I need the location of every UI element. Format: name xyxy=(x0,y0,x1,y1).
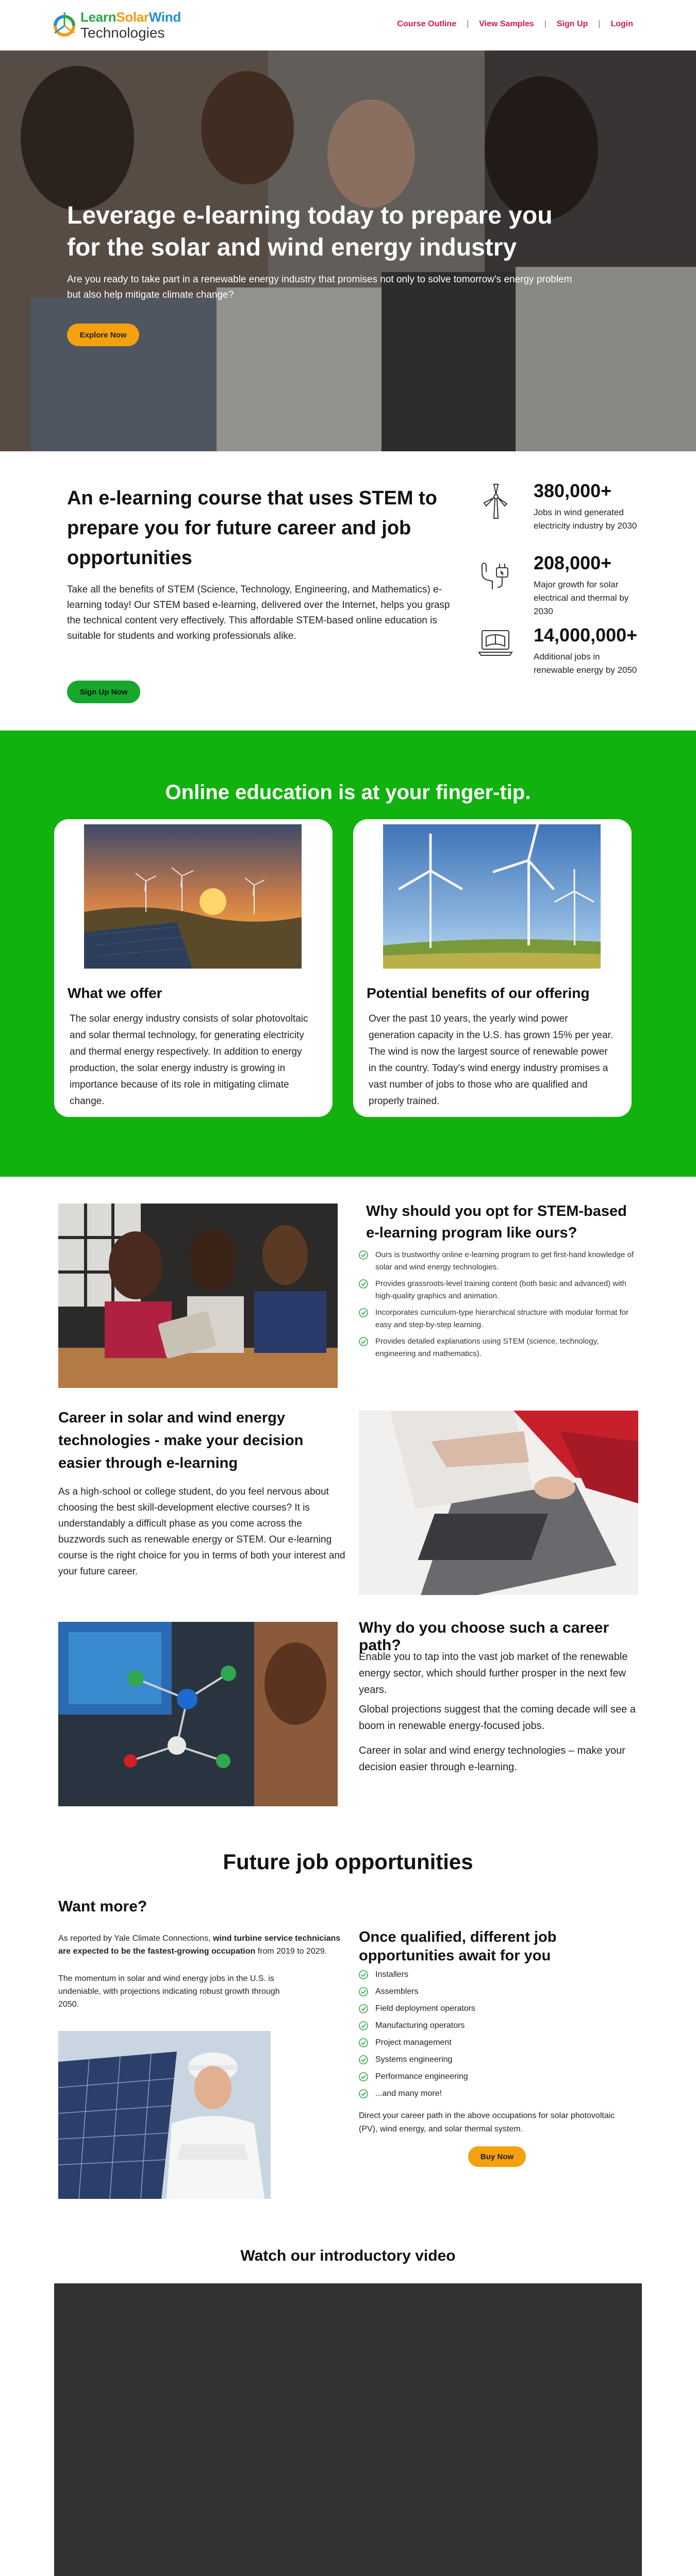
nav-separator: | xyxy=(598,20,601,28)
list-item xyxy=(359,2071,475,2082)
logo-subtitle: Technologies xyxy=(80,25,165,41)
stat-value: 14,000,000+ xyxy=(534,624,638,646)
logo-learn: Learn xyxy=(80,9,117,25)
want-more-paragraph: The momentum in solar and wind energy jobs in the U.S. is undeniable, with projections indicating robust growth through 2050. xyxy=(58,1974,280,2009)
check-circle-icon xyxy=(359,2089,368,2098)
list-item-text: Installers xyxy=(375,1970,409,1979)
card-title: Potential benefits of our offering xyxy=(367,985,590,1001)
why-career-paragraph: Global projections suggest that the coming decade will see a boom in renewable energy-focused jobs. xyxy=(359,1704,636,1732)
check-circle-icon xyxy=(359,2004,368,2013)
list-item-text: Provides grassroots-level training content (both basic and advanced) with high-quality graphics and animation. xyxy=(375,1279,626,1300)
stat-value: 380,000+ xyxy=(534,480,612,501)
engineer-solar-panels-image xyxy=(58,2031,271,2199)
logo-mark-icon xyxy=(52,10,77,39)
list-item xyxy=(359,2037,475,2048)
sign-up-now-button[interactable]: Sign Up Now xyxy=(67,681,140,703)
site-header xyxy=(0,0,696,50)
career-title: Career in solar and wind energy technologies - make your decision easier through e-learning xyxy=(58,1410,304,1471)
list-item-text: ...and many more! xyxy=(375,2089,442,2098)
list-item xyxy=(359,1986,475,1997)
list-item-text: Field deployment operators xyxy=(375,2004,475,2013)
online-education-section xyxy=(0,731,696,1177)
buy-now-button[interactable]: Buy Now xyxy=(468,2146,526,2167)
report-text: from 2019 to 2029. xyxy=(255,1947,327,1956)
future-jobs-title: Future job opportunities xyxy=(223,1850,473,1874)
list-item xyxy=(359,2003,475,2014)
list-item xyxy=(359,2088,475,2099)
list-item-text: Incorporates curriculum-type hierarchical structure with modular format for easy and step-by-step learning. xyxy=(375,1308,629,1329)
nav-course-outline[interactable]: Course Outline xyxy=(397,20,457,28)
stem-section xyxy=(0,451,696,731)
list-item-text: Performance engineering xyxy=(375,2072,468,2081)
stat-value: 208,000+ xyxy=(534,552,612,573)
laptop-typing-image xyxy=(359,1411,638,1595)
check-circle-icon xyxy=(359,2072,368,2081)
list-item xyxy=(359,2020,475,2031)
career-text: As a high-school or college student, do you feel nervous about choosing the best skill-development elective courses? It is understandably a difficult phase as you come across the buzzwords such as renewable energy or STEM. Our e-learning course is the right choice for you in terms of both your interest and your future career. xyxy=(58,1486,345,1577)
card-text: The solar energy industry consists of solar photovoltaic and solar thermal technology, for generating electricity and thermal energy respectively. In addition to energy production, the solar energy industry is growing in importance because of its role in mitigating climate change. xyxy=(70,1013,308,1107)
want-more-title: Want more? xyxy=(58,1898,147,1915)
list-item-text: Assemblers xyxy=(375,1987,419,1996)
laptop-book-icon xyxy=(477,626,515,665)
students-tablet-image xyxy=(58,1204,338,1388)
check-circle-icon xyxy=(359,1970,368,1979)
list-item-text: Project management xyxy=(375,2038,452,2047)
stat-label: Major growth for solar electrical and thermal by 2030 xyxy=(534,580,629,616)
list-item xyxy=(359,1307,637,1331)
stem-text: Take all the benefits of STEM (Science, Technology, Engineering, and Mathematics) e-learning today! Our STEM based e-learning, delivered over the Internet, helps you grasp the technical content very effectively. This affordable STEM-based online education is suitable for students and working professionals alike. xyxy=(67,584,450,641)
card-what-we-offer xyxy=(54,819,333,1117)
hero-title: Leverage e-learning today to prepare you for the solar and wind energy industry xyxy=(67,202,553,261)
why-career-paragraph: Enable you to tap into the vast job market of the renewable energy sector, which should further prosper in the next few years. xyxy=(359,1651,628,1696)
check-circle-icon xyxy=(359,1308,368,1317)
site-logo[interactable] xyxy=(52,6,186,45)
why-stem-title: Why should you opt for STEM-based e-learning program like ours? xyxy=(366,1203,627,1241)
main-nav xyxy=(397,20,633,29)
check-circle-icon xyxy=(359,2055,368,2064)
why-career-title: Why do you choose such a career path? xyxy=(359,1619,609,1654)
nav-separator: | xyxy=(467,20,469,28)
hero-section xyxy=(0,50,696,451)
want-more-paragraph xyxy=(58,1932,347,1958)
stem-title: An e-learning course that uses STEM to prepare you for future career and job opportunities xyxy=(67,487,437,569)
why-stem-list xyxy=(359,1249,637,1364)
card-text: Over the past 10 years, the yearly wind power generation capacity in the U.S. has grown 15% per year. The wind is now the largest source of renewable power in the country. Today's wind energy industry promises a vast number of jobs to those who are qualified and properly trained. xyxy=(369,1013,614,1107)
hero-text: Are you ready to take part in a renewable energy industry that promises not only to solve tomorrow's energy problem but also help mitigate climate change? xyxy=(67,274,572,300)
stat-label: Jobs in wind generated electricity industry by 2030 xyxy=(534,507,637,531)
online-education-title: Online education is at your finger-tip. xyxy=(165,781,531,804)
check-circle-icon xyxy=(359,1987,368,1996)
molecule-model-image xyxy=(58,1622,338,1806)
card-potential-benefits xyxy=(353,819,632,1117)
list-item-text: Provides detailed explanations using STEM (science, technology, engineering and mathematics). xyxy=(375,1337,599,1358)
wind-turbine-icon xyxy=(477,482,515,520)
list-item-text: Ours is trustworthy online e-learning program to get first-hand knowledge of solar and wind energy technologies. xyxy=(375,1250,634,1272)
check-circle-icon xyxy=(359,2021,368,2030)
stat-label: Additional jobs in renewable energy by 2050 xyxy=(534,652,637,675)
stat-renewable-jobs xyxy=(477,624,652,691)
list-item xyxy=(359,1969,475,1980)
check-circle-icon xyxy=(359,2038,368,2047)
check-circle-icon xyxy=(359,1279,368,1289)
list-item xyxy=(359,2054,475,2065)
career-path-text: Direct your career path in the above occupations for solar photovoltaic (PV), wind energy, and solar thermal system. xyxy=(359,2111,615,2133)
why-career-paragraph: Career in solar and wind energy technologies – make your decision easier through e-learning. xyxy=(359,1745,625,1773)
intro-video-player[interactable] xyxy=(54,2283,642,2576)
nav-login[interactable]: Login xyxy=(610,20,633,28)
check-circle-icon xyxy=(359,1250,368,1260)
report-text: As reported by Yale Climate Connections, xyxy=(58,1934,213,1943)
nav-sign-up[interactable]: Sign Up xyxy=(556,20,588,28)
list-item xyxy=(359,1278,637,1302)
explore-now-button[interactable]: Explore Now xyxy=(67,324,139,346)
nav-separator: | xyxy=(544,20,546,28)
stat-wind-jobs xyxy=(477,480,652,547)
hand-plug-icon xyxy=(477,554,515,592)
job-list xyxy=(359,1969,475,2105)
check-circle-icon xyxy=(359,1337,368,1346)
logo-solar: Solar xyxy=(116,9,149,25)
logo-wordmark xyxy=(80,9,181,25)
logo-wind: Wind xyxy=(148,9,181,25)
list-item-text: Systems engineering xyxy=(375,2055,453,2064)
card-title: What we offer xyxy=(68,985,162,1001)
report-highlight: wind turbine service technicians are expected to be the fastest-growing occupation xyxy=(58,1934,341,1956)
solar-sunset-image xyxy=(84,824,302,969)
job-opportunities-title: Once qualified, different job opportunities await for you xyxy=(359,1929,557,1964)
list-item xyxy=(359,1335,637,1360)
nav-view-samples[interactable]: View Samples xyxy=(479,20,534,28)
stat-solar-growth xyxy=(477,552,652,619)
list-item xyxy=(359,1249,637,1274)
video-title: Watch our introductory video xyxy=(240,2247,456,2264)
list-item-text: Manufacturing operators xyxy=(375,2021,465,2030)
wind-turbines-image xyxy=(383,824,601,969)
